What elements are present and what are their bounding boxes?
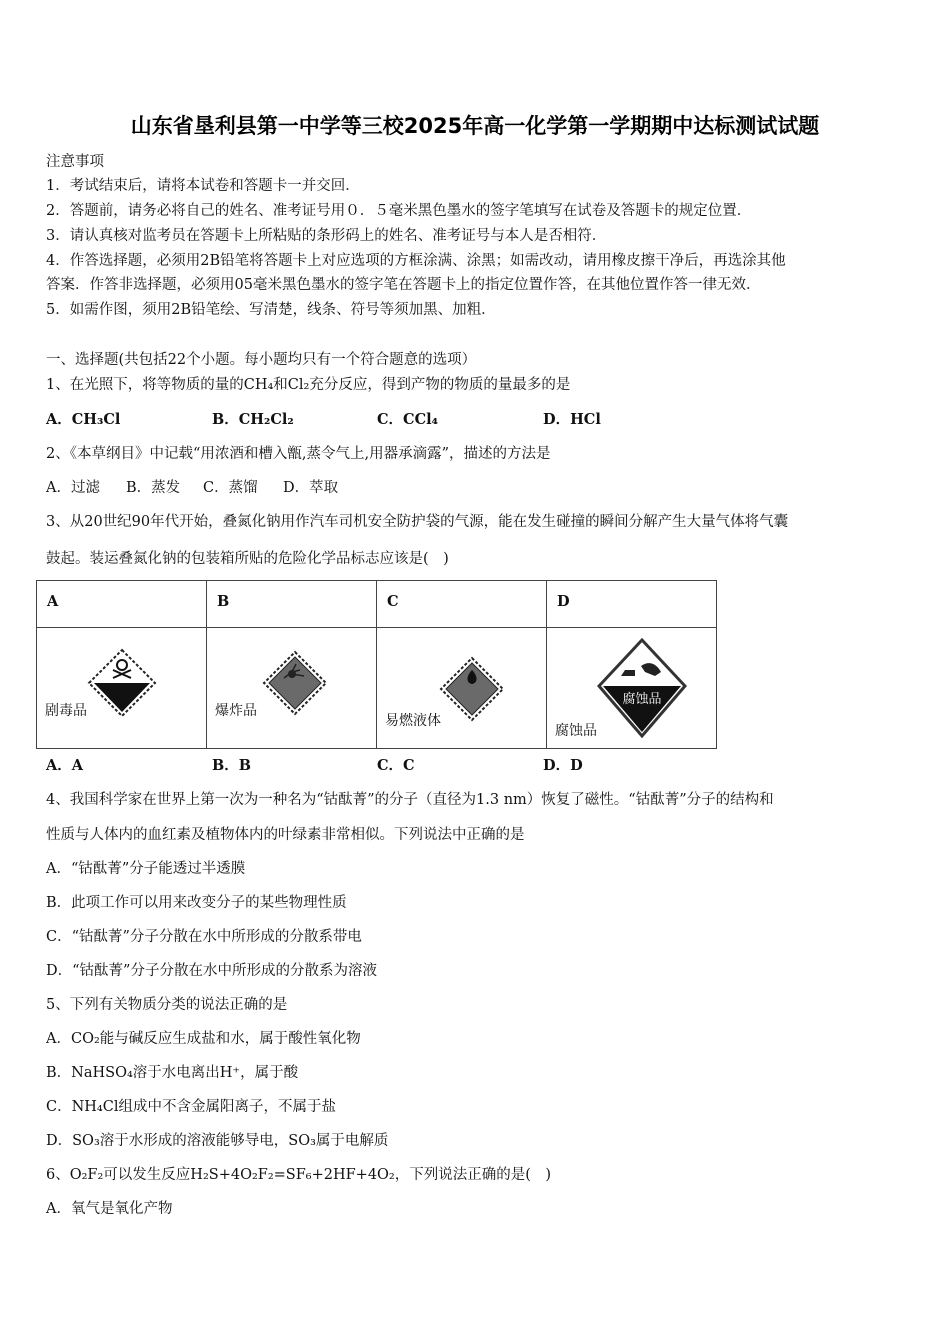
sign-label-flammable-liquid: 易燃液体 [385, 713, 441, 729]
question-2-stem: 2、《本草纲目》中记载“用浓酒和槽入甑,蒸令气上,用器承滴露”，描述的方法是 [46, 446, 551, 462]
question-5-option-d[interactable]: D．SO₃溶于水形成的溶液能够导电，SO₃属于电解质 [46, 1133, 389, 1149]
question-2-option-c[interactable]: C．蒸馏 [203, 480, 258, 496]
column-header-c: C [387, 593, 399, 610]
column-header-b: B [217, 593, 230, 610]
column-header-a: A [47, 593, 59, 610]
corrosive-sign-icon [597, 638, 687, 738]
notice-item: 5．如需作图，须用2B铅笔绘、写清楚，线条、符号等须加黑、加粗． [46, 302, 496, 318]
flammable-liquid-sign-icon [439, 656, 505, 722]
question-3-option-b[interactable]: B．B [212, 757, 252, 774]
notice-item: 2．答题前，请务必将自己的姓名、准考证号用０．５毫米黑色墨水的签字笔填写在试卷及答题卡的规定位置． [46, 203, 752, 219]
question-3-stem-line1: 3、从20世纪90年代开始，叠氮化钠用作汽车司机安全防护袋的气源，能在发生碰撞的瞬间分解产生大量气体将气囊 [46, 514, 789, 530]
question-6-option-a[interactable]: A．氧气是氧化产物 [46, 1201, 173, 1217]
question-3-option-d[interactable]: D．D [543, 757, 583, 774]
table-cell-corrosive [547, 628, 717, 749]
question-4-stem-line2: 性质与人体内的血红素及植物体内的叶绿素非常相似。下列说法中正确的是 [46, 827, 525, 843]
question-5-option-b[interactable]: B．NaHSO₄溶于水电离出H⁺，属于酸 [46, 1065, 299, 1081]
page-title: 山东省垦利县第一中学等三校2025年高一化学第一学期期中达标测试试题 [130, 114, 820, 138]
question-4-option-d[interactable]: D．“钴酞菁”分子分散在水中所形成的分散系为溶液 [46, 963, 377, 979]
table-header-cell [547, 581, 717, 628]
sign-label-explosive: 爆炸品 [215, 703, 257, 719]
hazard-sign-table [36, 580, 717, 749]
question-4-option-c[interactable]: C．“钴酞菁”分子分散在水中所形成的分散系带电 [46, 929, 362, 945]
question-1-option-d[interactable]: D．HCl [543, 411, 601, 428]
notice-heading: 注意事项 [46, 154, 104, 170]
question-2-option-a[interactable]: A．过滤 [46, 480, 100, 496]
table-cell-explosive [207, 628, 377, 749]
sign-label-toxic: 剧毒品 [45, 703, 87, 719]
explosive-sign-icon [262, 650, 328, 716]
column-header-d: D [557, 593, 570, 610]
table-header-cell [37, 581, 207, 628]
toxic-sign-icon [87, 648, 157, 718]
notice-item: 1．考试结束后，请将本试卷和答题卡一并交回． [46, 178, 360, 194]
table-header-cell [377, 581, 547, 628]
question-1-stem: 1、在光照下，将等物质的量的CH₄和Cl₂充分反应，得到产物的物质的量最多的是 [46, 377, 571, 393]
section-heading: 一、选择题(共包括22个小题。每小题均只有一个符合题意的选项） [46, 352, 477, 368]
question-3-option-c[interactable]: C．C [377, 757, 415, 774]
question-2-option-b[interactable]: B．蒸发 [126, 480, 181, 496]
question-3-option-a[interactable]: A．A [46, 757, 84, 774]
notice-item: 答案．作答非选择题，必须用05毫米黑色墨水的签字笔在答题卡上的指定位置作答，在其他位置作答一律无效． [46, 277, 761, 293]
notice-item: 3．请认真核对监考员在答题卡上所粘贴的条形码上的姓名、准考证号与本人是否相符． [46, 228, 607, 244]
question-1-option-c[interactable]: C．CCl₄ [377, 411, 438, 428]
notice-item: 4．作答选择题，必须用2B铅笔将答题卡上对应选项的方框涂满、涂黑；如需改动，请用橡皮擦干净后，再选涂其他 [46, 253, 786, 269]
question-5-option-a[interactable]: A．CO₂能与碱反应生成盐和水，属于酸性氧化物 [46, 1031, 361, 1047]
sign-label-corrosive: 腐蚀品 [555, 723, 597, 739]
question-6-stem: 6、O₂F₂可以发生反应H₂S+4O₂F₂=SF₆+2HF+4O₂，下列说法正确的是( ) [46, 1167, 552, 1183]
table-header-cell [207, 581, 377, 628]
table-cell-flammable-liquid [377, 628, 547, 749]
question-3-stem-line2: 鼓起。装运叠氮化钠的包装箱所贴的危险化学品标志应该是( ) [46, 551, 449, 567]
question-4-option-b[interactable]: B．此项工作可以用来改变分子的某些物理性质 [46, 895, 347, 911]
table-cell-toxic [37, 628, 207, 749]
question-2-option-d[interactable]: D．萃取 [283, 480, 339, 496]
question-1-option-a[interactable]: A．CH₃Cl [46, 411, 121, 428]
question-4-option-a[interactable]: A．“钴酞菁”分子能透过半透膜 [46, 861, 246, 877]
corrosive-sign-text: 腐蚀品 [622, 692, 662, 707]
question-4-stem-line1: 4、我国科学家在世界上第一次为一种名为“钴酞菁”的分子（直径为1.3 nm）恢复了磁性。“钴酞菁”分子的结构和 [46, 792, 774, 808]
question-5-option-c[interactable]: C．NH₄Cl组成中不含金属阳离子，不属于盐 [46, 1099, 336, 1115]
question-5-stem: 5、下列有关物质分类的说法正确的是 [46, 997, 288, 1013]
question-1-option-b[interactable]: B．CH₂Cl₂ [212, 411, 294, 428]
